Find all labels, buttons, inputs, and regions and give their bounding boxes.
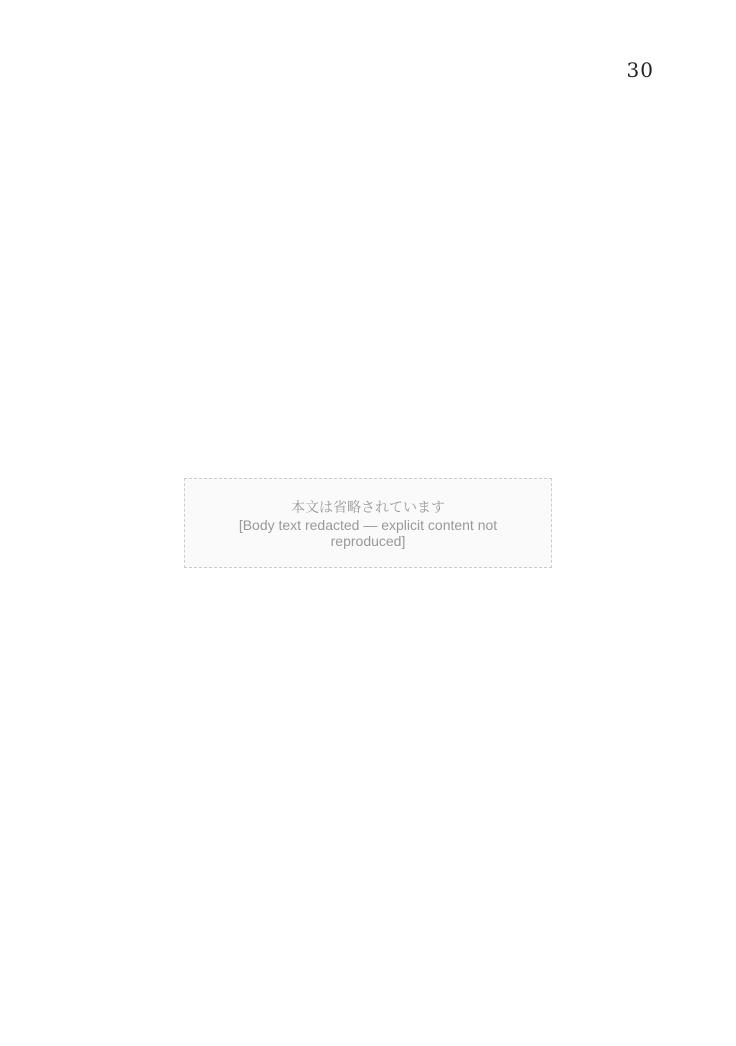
redaction-notice (184, 478, 552, 568)
redaction-note-jp: 本文は省略されています (291, 499, 445, 515)
redaction-note-en: [Body text redacted — explicit content not reproduced] (238, 517, 498, 549)
page-number: 30 (626, 58, 654, 82)
